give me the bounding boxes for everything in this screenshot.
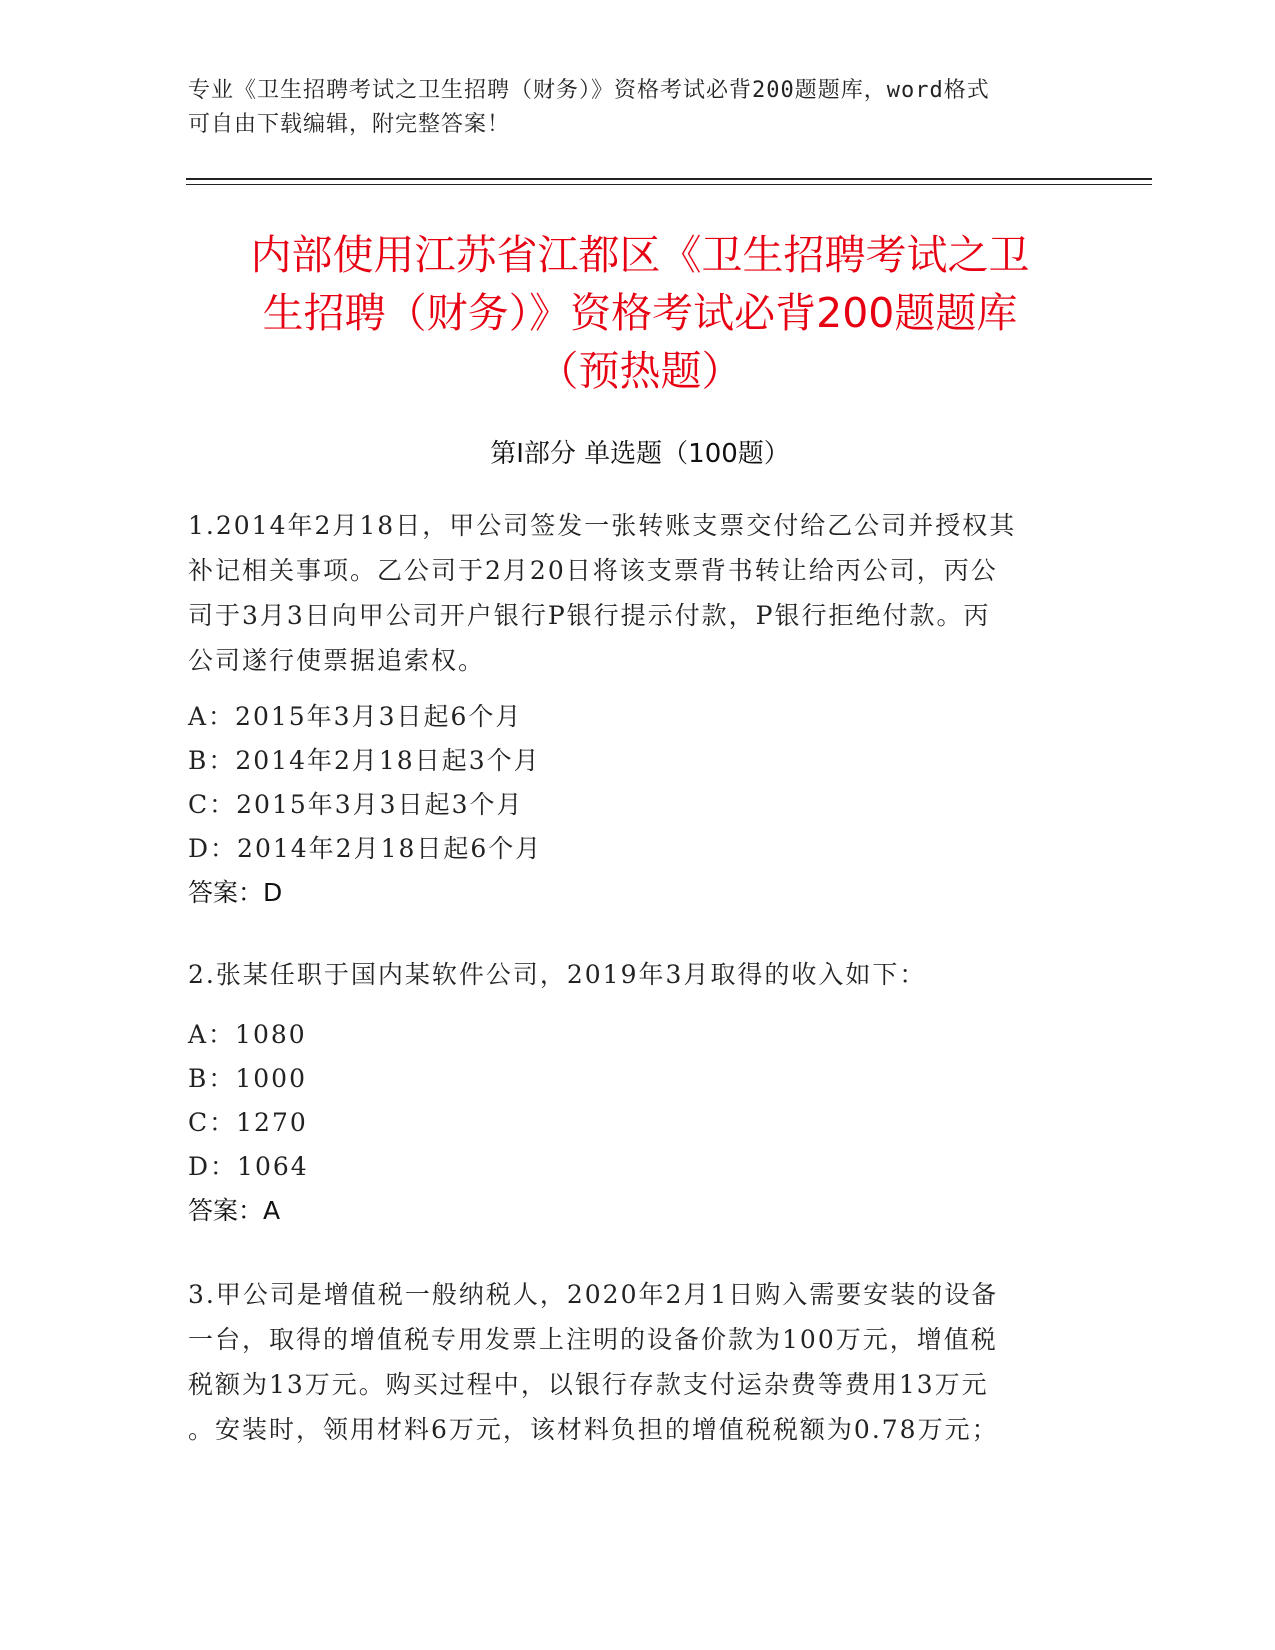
question-3-line-1: 3.甲公司是增值税一般纳税人，2020年2月1日购入需要安装的设备 xyxy=(188,1280,999,1309)
document-title-line-3: （预热题） xyxy=(537,347,743,395)
question-2-option-c: C：1270 xyxy=(188,1108,308,1137)
question-2-text xyxy=(188,952,1088,997)
question-1-answer: 答案：D xyxy=(188,878,283,907)
header-note xyxy=(188,74,1088,142)
question-1-line-2: 补记相关事项。乙公司于2月20日将该支票背书转让给丙公司，丙公 xyxy=(188,556,998,585)
header-divider-thick xyxy=(186,178,1152,180)
question-1-option-d: D：2014年2月18日起6个月 xyxy=(188,834,543,863)
header-note-line-2: 可自由下载编辑，附完整答案！ xyxy=(188,112,511,137)
question-1-option-b: B：2014年2月18日起3个月 xyxy=(188,746,541,775)
question-3-line-4: 。安装时，领用材料6万元，该材料负担的增值税税额为0.78万元； xyxy=(188,1415,999,1444)
question-2-option-d: D：1064 xyxy=(188,1152,309,1181)
question-1-line-1: 1.2014年2月18日，甲公司签发一张转账支票交付给乙公司并授权其 xyxy=(188,511,1017,540)
question-3-line-2: 一台，取得的增值税专用发票上注明的设备价款为100万元，增值税 xyxy=(188,1325,998,1354)
question-3-text xyxy=(188,1272,1088,1452)
question-2-line-1: 2.张某任职于国内某软件公司，2019年3月取得的收入如下： xyxy=(188,960,927,989)
header-divider-thin xyxy=(186,184,1152,185)
question-2-answer: 答案：A xyxy=(188,1196,281,1225)
question-1-option-c: C：2015年3月3日起3个月 xyxy=(188,790,524,819)
question-1-option-a: A：2015年3月3日起6个月 xyxy=(188,702,523,731)
document-title-line-2: 生招聘（财务）》资格考试必背200题题库 xyxy=(262,289,1018,337)
document-title xyxy=(190,226,1090,400)
section-heading: 第Ⅰ部分 单选题（100题） xyxy=(490,439,790,469)
document-title-line-1: 内部使用江苏省江都区《卫生招聘考试之卫 xyxy=(250,231,1030,279)
question-2-option-a: A：1080 xyxy=(188,1020,307,1049)
question-1-line-3: 司于3月3日向甲公司开户银行P银行提示付款，P银行拒绝付款。丙 xyxy=(188,601,991,630)
question-1-text xyxy=(188,503,1088,683)
question-1-line-4: 公司遂行使票据追索权。 xyxy=(188,646,486,675)
question-3-line-3: 税额为13万元。购买过程中，以银行存款支付运杂费等费用13万元 xyxy=(188,1370,989,1399)
question-2-option-b: B：1000 xyxy=(188,1064,307,1093)
header-note-line-1: 专业《卫生招聘考试之卫生招聘（财务）》资格考试必背200题题库，word格式 xyxy=(188,78,990,103)
